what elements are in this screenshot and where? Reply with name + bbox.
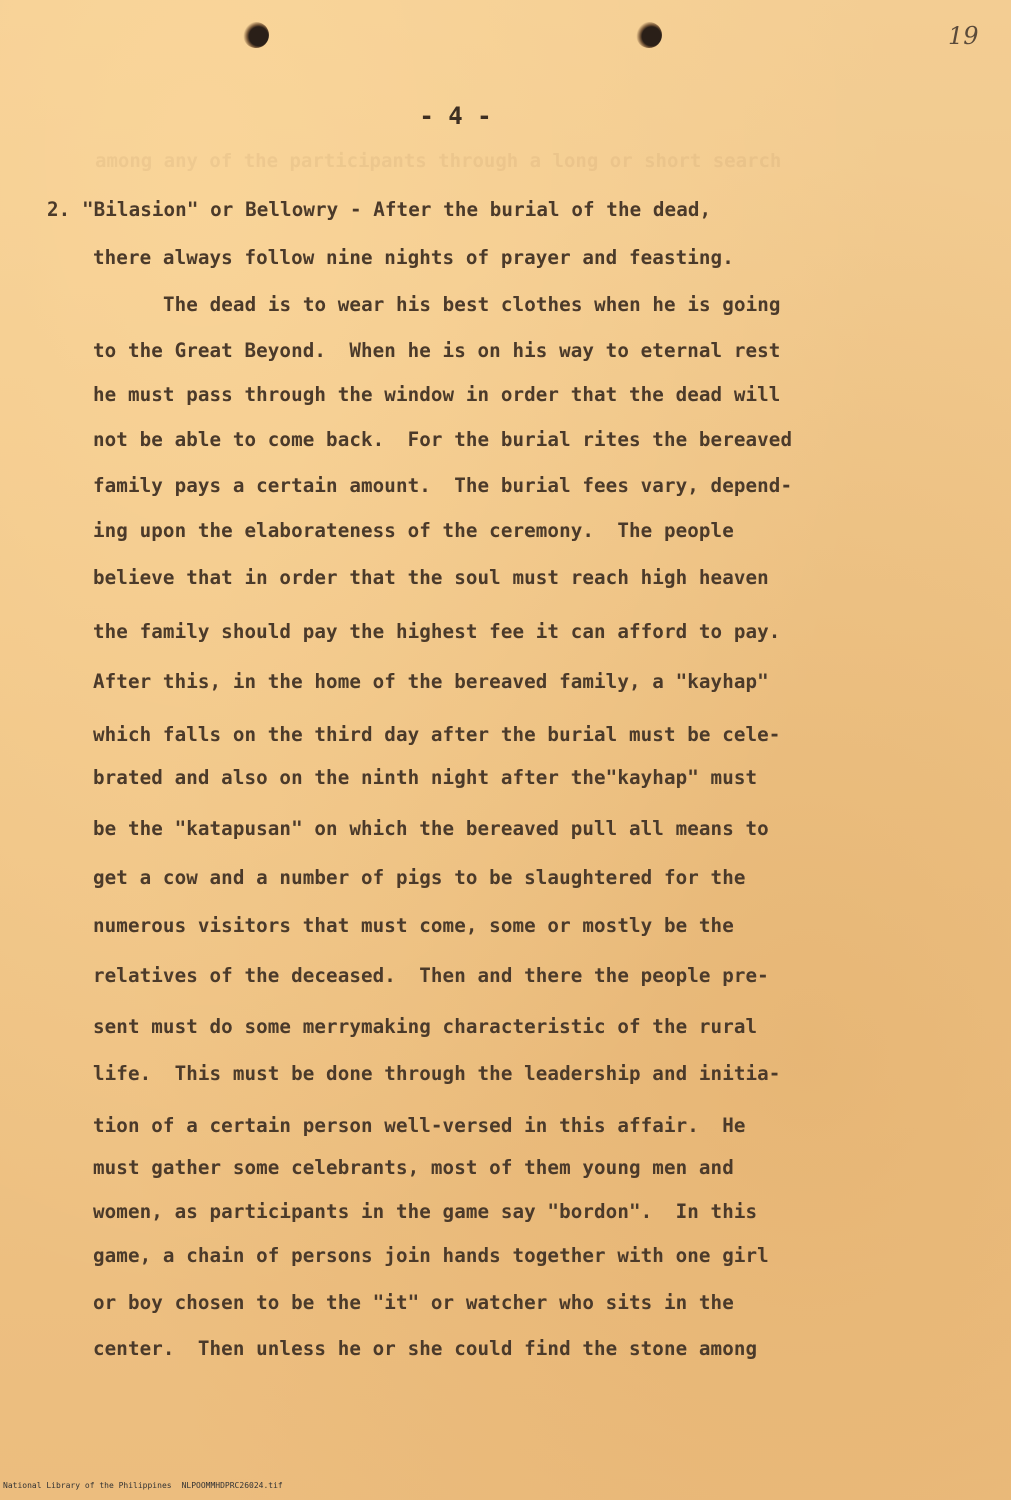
text-line: The dead is to wear his best clothes when he is going [163,293,781,316]
text-line: not be able to come back. For the burial rites the bereaved [93,428,793,451]
bleed-through-text: among any of the participants through a long or short search [95,150,782,172]
folio-number: 19 [948,22,979,50]
text-line: ing upon the elaborateness of the ceremony. The people [93,519,734,542]
text-line: life. This must be done through the leadership and initia- [93,1062,781,1085]
text-line: center. Then unless he or she could find the stone among [93,1337,758,1360]
text-line: get a cow and a number of pigs to be slaughtered for the [93,866,746,889]
text-line: or boy chosen to be the "it" or watcher who sits in the [93,1291,734,1314]
text-line: family pays a certain amount. The burial fees vary, depend- [93,474,793,497]
text-line: 2. "Bilasion" or Bellowry - After the burial of the dead, [47,198,712,221]
text-line: relatives of the deceased. Then and there the people pre- [93,964,769,987]
text-line: there always follow nine nights of prayer and feasting. [93,246,734,269]
text-line: tion of a certain person well-versed in this affair. He [93,1114,746,1137]
text-line: believe that in order that the soul must reach high heaven [93,566,769,589]
text-line: After this, in the home of the bereaved family, a "kayhap" [93,670,769,693]
punch-hole-left-icon [243,22,269,48]
text-line: which falls on the third day after the burial must be cele- [93,723,781,746]
text-line: the family should pay the highest fee it can afford to pay. [93,620,781,643]
text-line: be the "katapusan" on which the bereaved pull all means to [93,817,769,840]
text-line: game, a chain of persons join hands together with one girl [93,1244,769,1267]
punch-hole-right-icon [636,22,662,48]
text-line: sent must do some merrymaking characteristic of the rural [93,1015,758,1038]
page-number: - 4 - [419,102,492,130]
text-line: brated and also on the ninth night after the"kayhap" must [93,766,758,789]
footer-institution: National Library of the Philippines [3,1481,172,1490]
text-line: women, as participants in the game say "bordon". In this [93,1200,758,1223]
text-line: numerous visitors that must come, some or mostly be the [93,914,734,937]
text-line: must gather some celebrants, most of them young men and [93,1156,734,1179]
text-line: he must pass through the window in order that the dead will [93,383,781,406]
text-line: to the Great Beyond. When he is on his way to eternal rest [93,339,781,362]
scan-footer [3,1481,293,1490]
footer-file-name: NLPOOMMHDPRC26024.tif [181,1481,283,1490]
